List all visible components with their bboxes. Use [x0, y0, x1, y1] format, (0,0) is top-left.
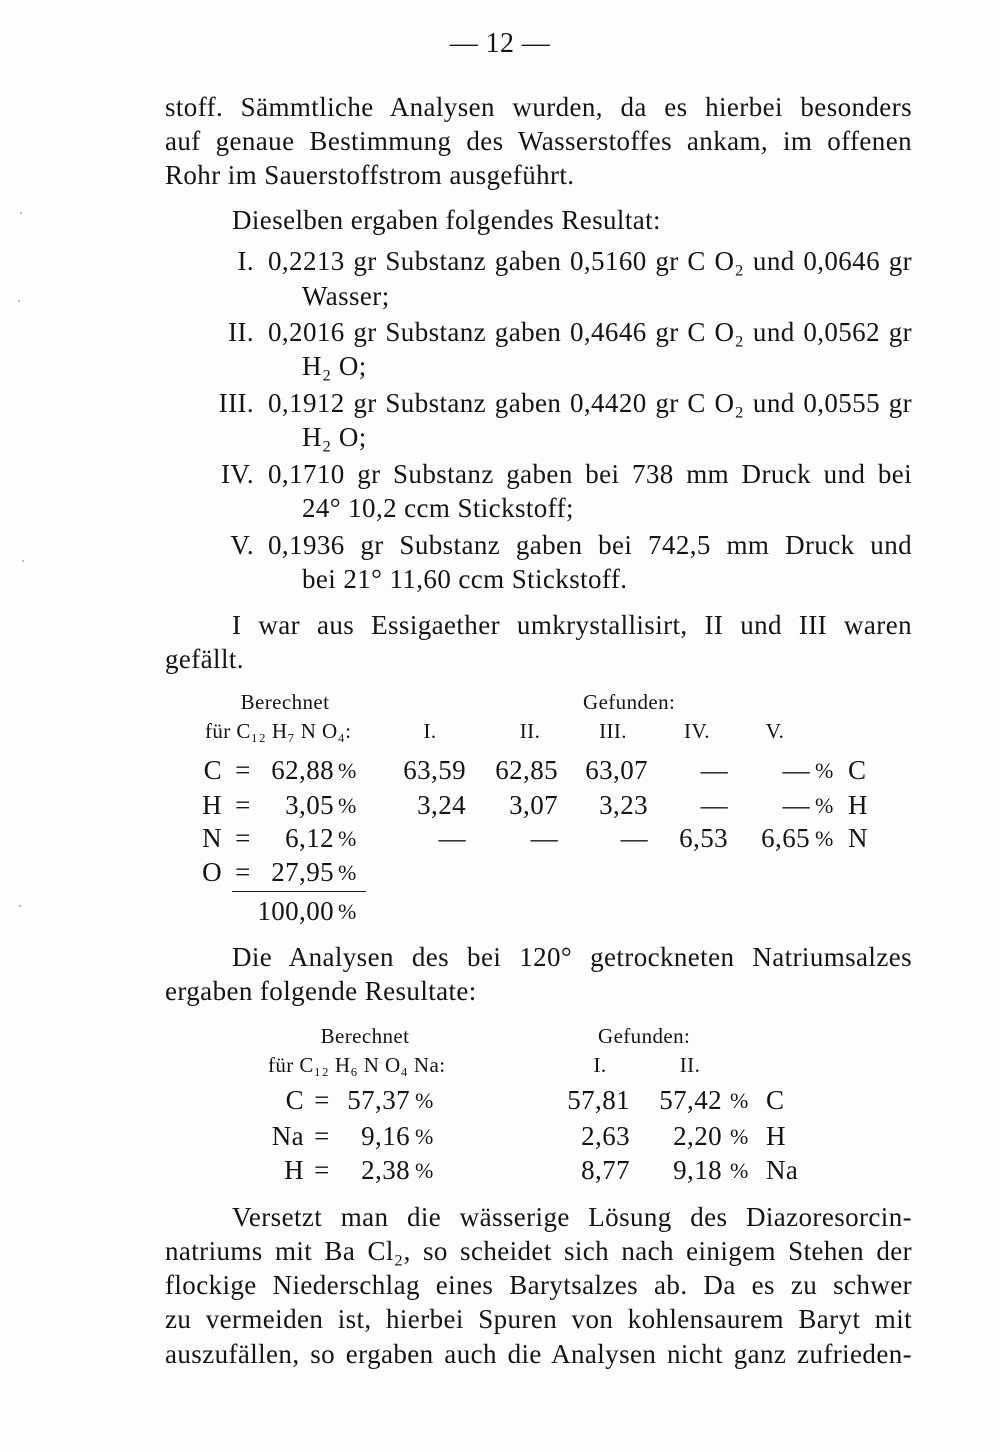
element-label: C	[848, 755, 867, 785]
found-value: —	[438, 823, 466, 853]
column-header: I.	[423, 719, 437, 743]
header-berechnet: Berechnet	[240, 690, 330, 714]
percent-sign: %	[730, 1088, 749, 1113]
calculated-value: 9,16	[361, 1121, 410, 1151]
found-value: 8,77	[581, 1155, 630, 1185]
equals-sign: =	[314, 1155, 330, 1185]
equals-sign: =	[235, 790, 251, 820]
equals-sign: =	[314, 1085, 330, 1115]
calculated-value: 62,88	[271, 755, 334, 785]
analysis-line: Wasser;	[302, 281, 390, 311]
paragraph-line: auf genaue Bestimmung des Wasserstoffes ankam, im offenen	[165, 126, 912, 156]
found-value: 62,85	[495, 755, 558, 785]
header-berechnet: Berechnet	[320, 1024, 410, 1048]
found-value: 3,07	[509, 790, 558, 820]
column-header: IV.	[684, 719, 710, 743]
percent-sign: %	[338, 758, 357, 783]
found-value: 6,53	[679, 823, 728, 853]
analysis-number: III.	[218, 388, 254, 418]
percent-sign: %	[815, 758, 834, 783]
element-label: N	[848, 823, 868, 853]
percent-sign: %	[415, 1088, 434, 1113]
row-element: C	[285, 1085, 304, 1115]
found-value: 63,07	[585, 755, 648, 785]
scan-speck	[19, 905, 21, 907]
formula-label: für C₁₂ H₆ N O₄ Na:	[268, 1053, 446, 1077]
paragraph-line: ergaben folgende Resultate:	[165, 976, 477, 1006]
equals-sign: =	[235, 823, 251, 853]
found-value: —	[700, 790, 728, 820]
header-gefunden: Gefunden:	[598, 1024, 691, 1048]
analysis-line: 0,2213 gr Substanz gaben 0,5160 gr C O₂ und 0,0646 gr	[268, 246, 912, 276]
calculated-value: 27,95	[271, 857, 334, 887]
percent-sign: %	[730, 1158, 749, 1183]
element-label: H	[848, 790, 868, 820]
element-label: Na	[766, 1155, 799, 1185]
analysis-number: V.	[230, 530, 254, 560]
percent-sign: %	[815, 793, 834, 818]
percent-sign: %	[415, 1158, 434, 1183]
paragraph-line: Versetzt man die wässerige Lösung des Diazoresorcin-	[232, 1202, 912, 1232]
column-header: V.	[765, 719, 785, 743]
paragraph-line: gefällt.	[165, 644, 244, 674]
paragraph-line: natriums mit Ba Cl₂, so scheidet sich nach einigem Stehen der	[165, 1236, 912, 1266]
row-element: Na	[271, 1121, 304, 1151]
calculated-value: 3,05	[285, 790, 334, 820]
found-value: 9,18	[673, 1155, 722, 1185]
equals-sign: =	[235, 857, 251, 887]
element-label: C	[766, 1085, 785, 1115]
formula-label: für C₁₂ H₇ N O₄:	[205, 719, 352, 743]
found-value: —	[530, 823, 558, 853]
row-element: O	[202, 857, 222, 887]
row-element: H	[202, 790, 222, 820]
percent-sign: %	[338, 793, 357, 818]
paragraph-line: zu vermeiden ist, hierbei Spuren von kohlensaurem Baryt mit	[165, 1304, 912, 1334]
row-element: N	[202, 823, 222, 853]
scan-speck	[20, 212, 22, 214]
column-header: II.	[519, 719, 541, 743]
column-header: I.	[593, 1053, 607, 1077]
header-gefunden: Gefunden:	[583, 690, 676, 714]
analysis-line: 0,2016 gr Substanz gaben 0,4646 gr C O₂ und 0,0562 gr	[268, 317, 912, 347]
found-value: —	[782, 790, 810, 820]
analysis-number: I.	[237, 246, 254, 276]
row-element: H	[284, 1155, 304, 1185]
scan-speck	[18, 300, 20, 302]
paragraph-line: stoff. Sämmtliche Analysen wurden, da es hierbei besonders	[165, 92, 912, 122]
analysis-line: H₂ O;	[302, 351, 367, 381]
found-value: 57,81	[567, 1085, 630, 1115]
found-value: 3,24	[417, 790, 466, 820]
percent-sign: %	[815, 826, 834, 851]
paragraph-line: I war aus Essigaether umkrystallisirt, II und III waren	[232, 610, 912, 640]
found-value: 2,20	[673, 1121, 722, 1151]
paragraph-line: Die Analysen des bei 120° getrockneten Natriumsalzes	[232, 942, 912, 972]
percent-sign: %	[415, 1124, 434, 1149]
page-number: — 12 —	[449, 28, 551, 59]
paragraph-line: Rohr im Sauerstoffstrom ausgeführt.	[165, 160, 575, 190]
total-value: 100,00	[257, 896, 334, 926]
row-element: C	[203, 755, 222, 785]
element-label: H	[766, 1121, 786, 1151]
paragraph-line: Dieselben ergaben folgendes Resultat:	[232, 205, 661, 235]
analysis-number: II.	[228, 317, 254, 347]
sum-rule	[232, 891, 366, 892]
found-value: —	[782, 755, 810, 785]
found-value: 3,23	[599, 790, 648, 820]
found-value: 6,65	[761, 823, 810, 853]
analysis-line: bei 21° 11,60 ccm Stickstoff.	[302, 564, 628, 594]
column-header: II.	[679, 1053, 701, 1077]
analysis-number: IV.	[221, 459, 254, 489]
paragraph-line: flockige Niederschlag eines Barytsalzes ab. Da es zu schwer	[165, 1270, 912, 1300]
percent-sign: %	[338, 860, 357, 885]
found-value: —	[700, 755, 728, 785]
found-value: 57,42	[659, 1085, 722, 1115]
percent-sign: %	[338, 899, 357, 924]
calculated-value: 2,38	[361, 1155, 410, 1185]
found-value: —	[620, 823, 648, 853]
scan-speck	[22, 560, 24, 562]
calculated-value: 6,12	[285, 823, 334, 853]
analysis-line: 0,1710 gr Substanz gaben bei 738 mm Druck und bei	[268, 459, 912, 489]
found-value: 2,63	[581, 1121, 630, 1151]
found-value: 63,59	[403, 755, 466, 785]
equals-sign: =	[235, 755, 251, 785]
paragraph-line: auszufällen, so ergaben auch die Analysen nicht ganz zufrieden-	[165, 1339, 912, 1369]
analysis-line: 0,1936 gr Substanz gaben bei 742,5 mm Druck und	[268, 530, 912, 560]
analysis-line: H₂ O;	[302, 422, 367, 452]
percent-sign: %	[338, 826, 357, 851]
analysis-line: 24° 10,2 ccm Stickstoff;	[302, 493, 574, 523]
analysis-line: 0,1912 gr Substanz gaben 0,4420 gr C O₂ und 0,0555 gr	[268, 388, 912, 418]
calculated-value: 57,37	[347, 1085, 410, 1115]
equals-sign: =	[314, 1121, 330, 1151]
percent-sign: %	[730, 1124, 749, 1149]
column-header: III.	[599, 719, 627, 743]
